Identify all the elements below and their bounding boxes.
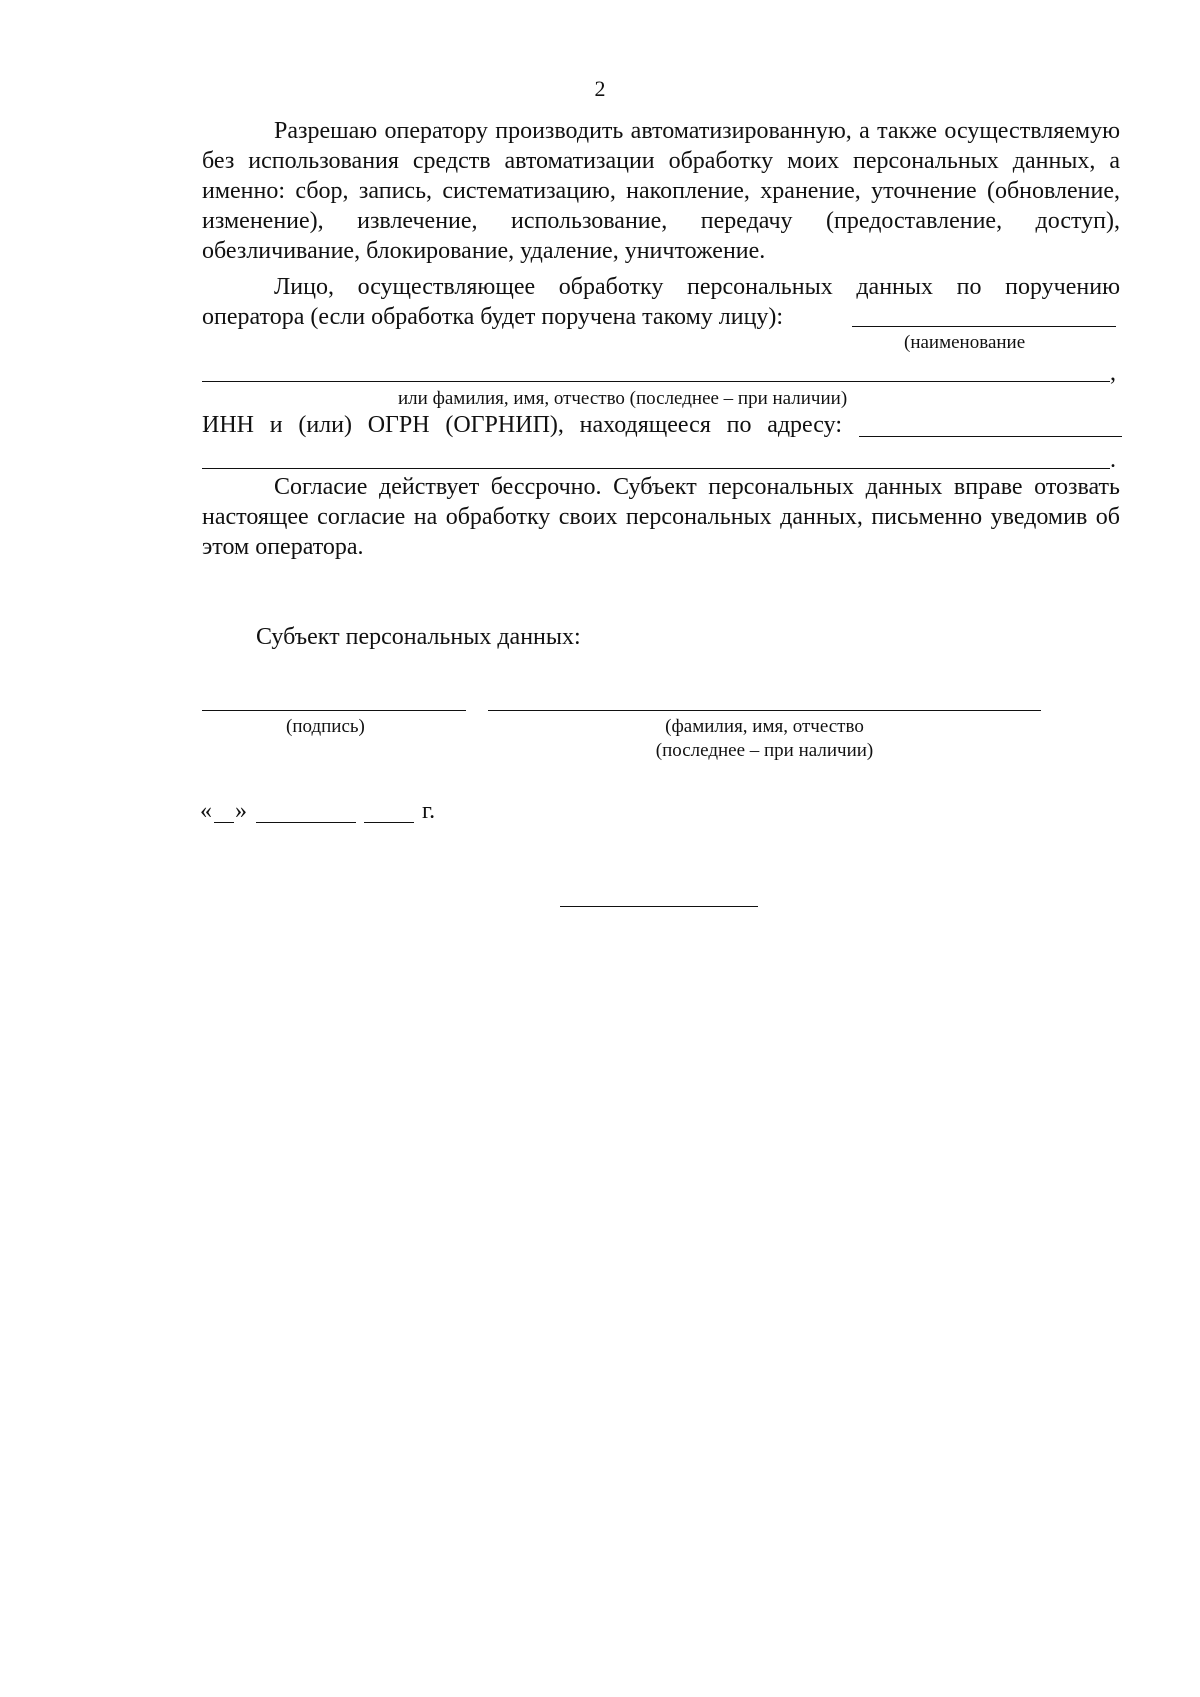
closing-separator-line — [560, 906, 758, 907]
processor-line-1: Лицо, осуществляющее обработку персональных данных по поручению — [274, 274, 1120, 300]
date-close-quote: » — [235, 798, 247, 824]
processor-name-fill-line[interactable] — [852, 326, 1116, 327]
address-fill-line-2[interactable] — [202, 468, 1110, 469]
comma-mark: , — [1110, 360, 1116, 386]
consent-paragraph: Согласие действует бессрочно. Субъект персональных данных вправе отозвать настоящее согласие на обработку своих персональных данных, письменно уведомив об этом оператора. — [202, 474, 1120, 560]
page-number: 2 — [594, 76, 606, 101]
fio-hint-line-1: (фамилия, имя, отчество — [665, 716, 864, 737]
date-year-fill[interactable] — [364, 822, 414, 823]
signature-hint: (подпись) — [286, 716, 365, 737]
period-mark: . — [1110, 447, 1116, 473]
hint-name: (наименование — [904, 332, 1026, 353]
signature-fill-line[interactable] — [202, 710, 466, 711]
year-suffix: г. — [422, 798, 436, 824]
subject-label: Субъект персональных данных: — [256, 624, 581, 650]
fio-fill-line[interactable] — [488, 710, 1041, 711]
address-fill-line-1[interactable] — [859, 436, 1122, 437]
processor-fio-fill-line[interactable] — [202, 381, 1110, 382]
fio-hint-line-2: (последнее – при наличии) — [655, 740, 874, 761]
date-open-quote: « — [200, 798, 212, 824]
permission-paragraph: Разрешаю оператору производить автоматизированную, а также осуществляемую без использования средств автоматизации обработку моих персональных данных, а именно: сбор, запись, систематизацию, накопление, хранение, уточнение (обновление, изменение), извлечение, использование, передачу (предоставление, доступ), обезличивание, блокирование, удаление, уничтожение. — [202, 118, 1120, 264]
inn-line: ИНН и (или) ОГРН (ОГРНИП), находящееся по адресу: — [202, 412, 842, 438]
date-month-fill[interactable] — [256, 822, 356, 823]
date-day-fill[interactable] — [214, 822, 234, 823]
hint-fio: или фамилия, имя, отчество (последнее – при наличии) — [398, 388, 848, 409]
processor-line-2: оператора (если обработка будет поручена такому лицу): — [202, 304, 784, 330]
